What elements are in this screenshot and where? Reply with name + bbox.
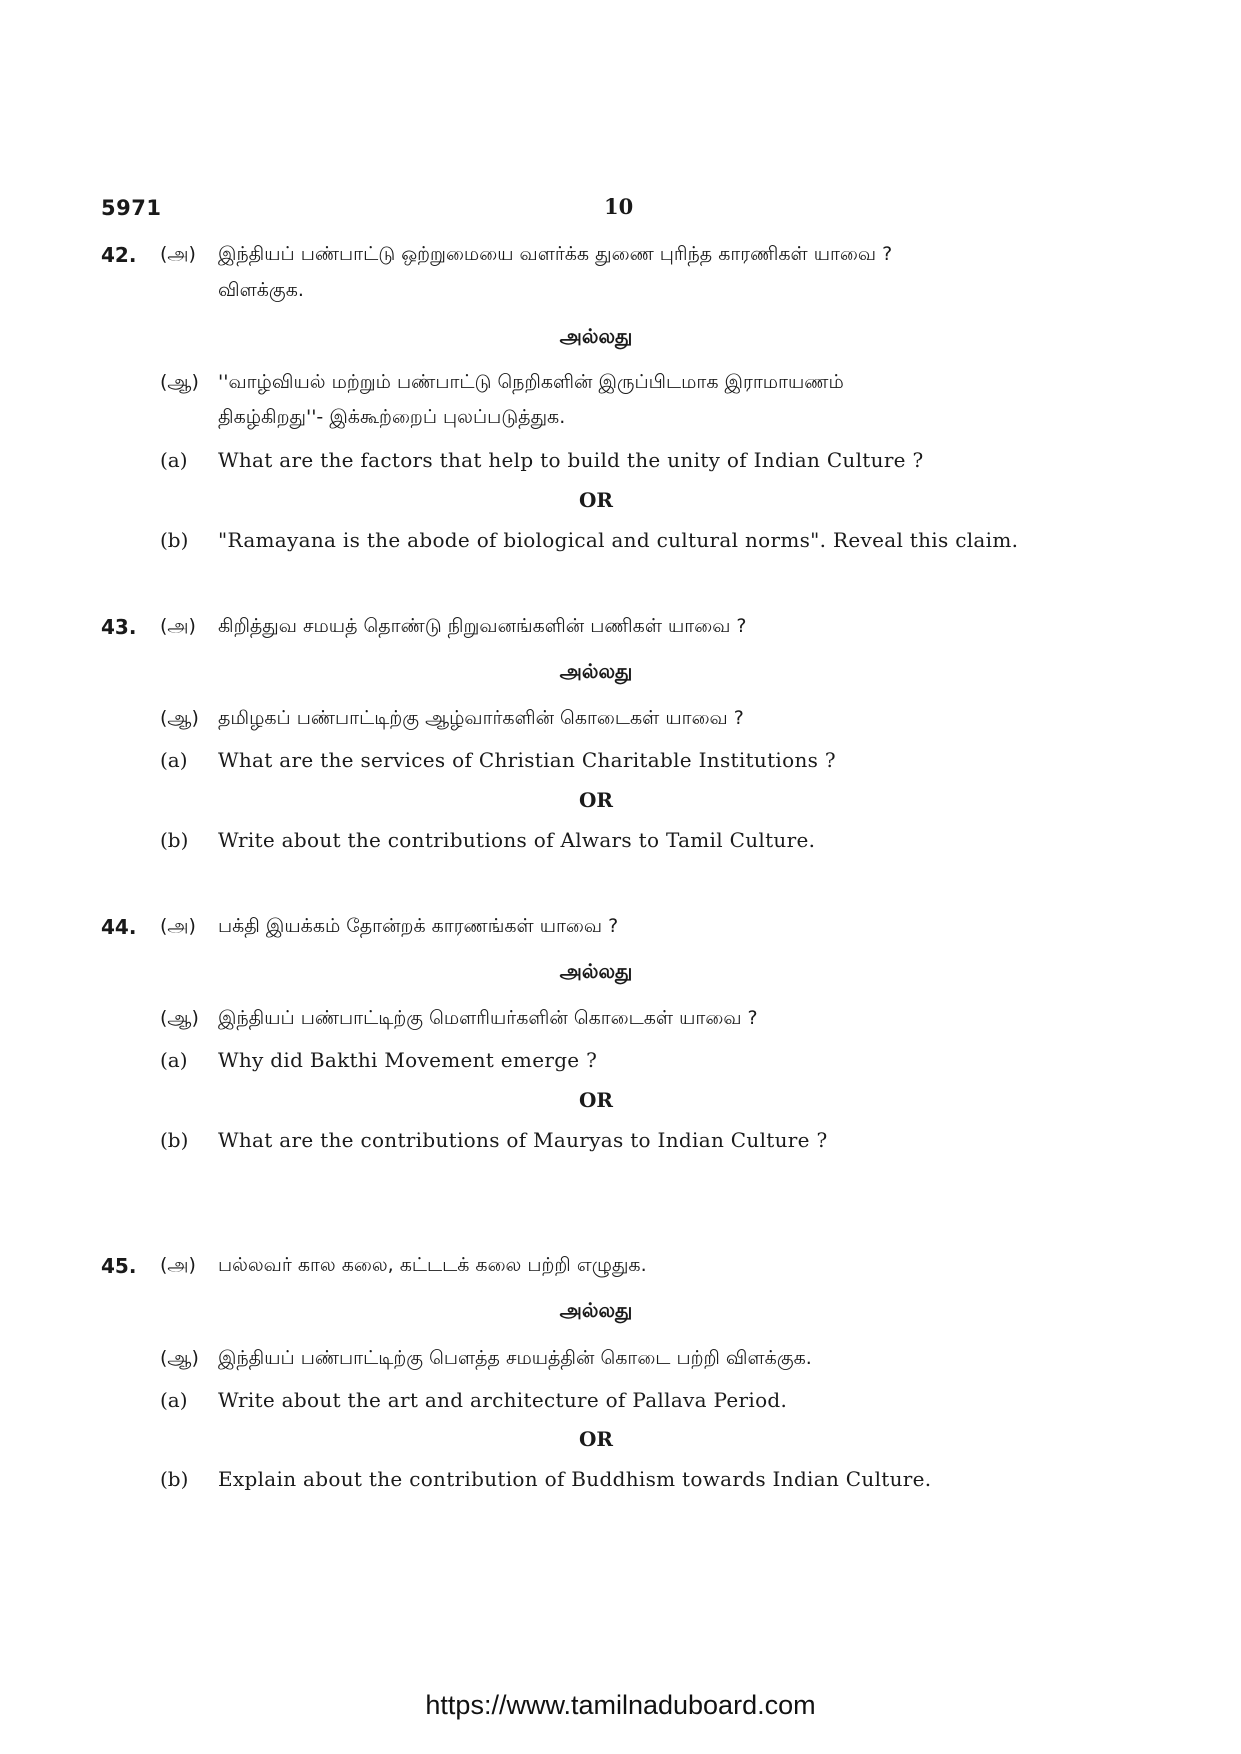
tamil-option-b-text: இந்தியப் பண்பாட்டிற்கு பௌத்த சமயத்தின் கொடை பற்றி விளக்குக. [218,1347,812,1369]
question-number: 44. [101,915,137,939]
english-option-b-text: Explain about the contribution of Buddhism towards Indian Culture. [218,1467,932,1491]
or-separator: OR [578,788,614,812]
english-option-b-label: (b) [160,1467,189,1491]
english-option-a-label: (a) [160,748,188,772]
english-option-b-text: "Ramayana is the abode of biological and cultural norms". Reveal this claim. [218,528,1019,552]
english-option-b-label: (b) [160,528,189,552]
alternative-label: அல்லது [559,324,633,348]
tamil-option-a-label: (அ) [160,615,196,637]
or-separator: OR [578,1088,614,1112]
or-separator: OR [578,1427,614,1451]
tamil-option-b-label: (ஆ) [160,371,199,393]
english-option-b-label: (b) [160,1128,189,1152]
english-option-a-text: What are the services of Christian Charitable Institutions ? [218,748,836,772]
english-option-a-text: Write about the art and architecture of Pallava Period. [218,1388,788,1412]
english-option-a-text: What are the factors that help to build the unity of Indian Culture ? [218,448,924,472]
or-separator: OR [578,488,614,512]
tamil-option-a-text: கிறித்துவ சமயத் தொண்டு நிறுவனங்களின் பணிகள் யாவை ? [218,615,747,637]
question-number: 45. [101,1254,137,1278]
question-number: 42. [101,243,137,267]
footer-website-url[interactable]: https://www.tamilnaduboard.com [425,1690,816,1720]
alternative-label: அல்லது [559,659,633,683]
tamil-option-b-text: ''வாழ்வியல் மற்றும் பண்பாட்டு நெறிகளின் இருப்பிடமாக இராமாயணம் [218,371,844,393]
english-option-b-text: Write about the contributions of Alwars to Tamil Culture. [218,828,816,852]
tamil-option-a-text: பக்தி இயக்கம் தோன்றக் காரணங்கள் யாவை ? [218,915,619,937]
page-number: 10 [604,194,634,219]
tamil-option-b-text-cont: திகழ்கிறது''- இக்கூற்றைப் புலப்படுத்துக. [218,406,566,428]
english-option-a-label: (a) [160,448,188,472]
tamil-option-b-label: (ஆ) [160,707,199,729]
tamil-option-a-label: (அ) [160,1254,196,1276]
english-option-b-text: What are the contributions of Mauryas to Indian Culture ? [218,1128,828,1152]
english-option-a-label: (a) [160,1048,188,1072]
tamil-option-b-text: இந்தியப் பண்பாட்டிற்கு மௌரியர்களின் கொடைகள் யாவை ? [218,1007,758,1029]
alternative-label: அல்லது [559,1298,633,1322]
tamil-option-b-label: (ஆ) [160,1347,199,1369]
english-option-a-text: Why did Bakthi Movement emerge ? [218,1048,598,1072]
tamil-option-a-text: பல்லவர் கால கலை, கட்டடக் கலை பற்றி எழுதுக. [218,1254,647,1276]
question-number: 43. [101,615,137,639]
english-option-b-label: (b) [160,828,189,852]
alternative-label: அல்லது [559,959,633,983]
tamil-option-a-text: இந்தியப் பண்பாட்டு ஒற்றுமையை வளர்க்க துணை புரிந்த காரணிகள் யாவை ? [218,243,893,265]
tamil-option-b-text: தமிழகப் பண்பாட்டிற்கு ஆழ்வார்களின் கொடைகள் யாவை ? [218,707,744,729]
tamil-option-b-label: (ஆ) [160,1007,199,1029]
english-option-a-label: (a) [160,1388,188,1412]
tamil-option-a-text-cont: விளக்குக. [218,279,304,301]
tamil-option-a-label: (அ) [160,915,196,937]
tamil-option-a-label: (அ) [160,243,196,265]
paper-code: 5971 [101,196,162,220]
